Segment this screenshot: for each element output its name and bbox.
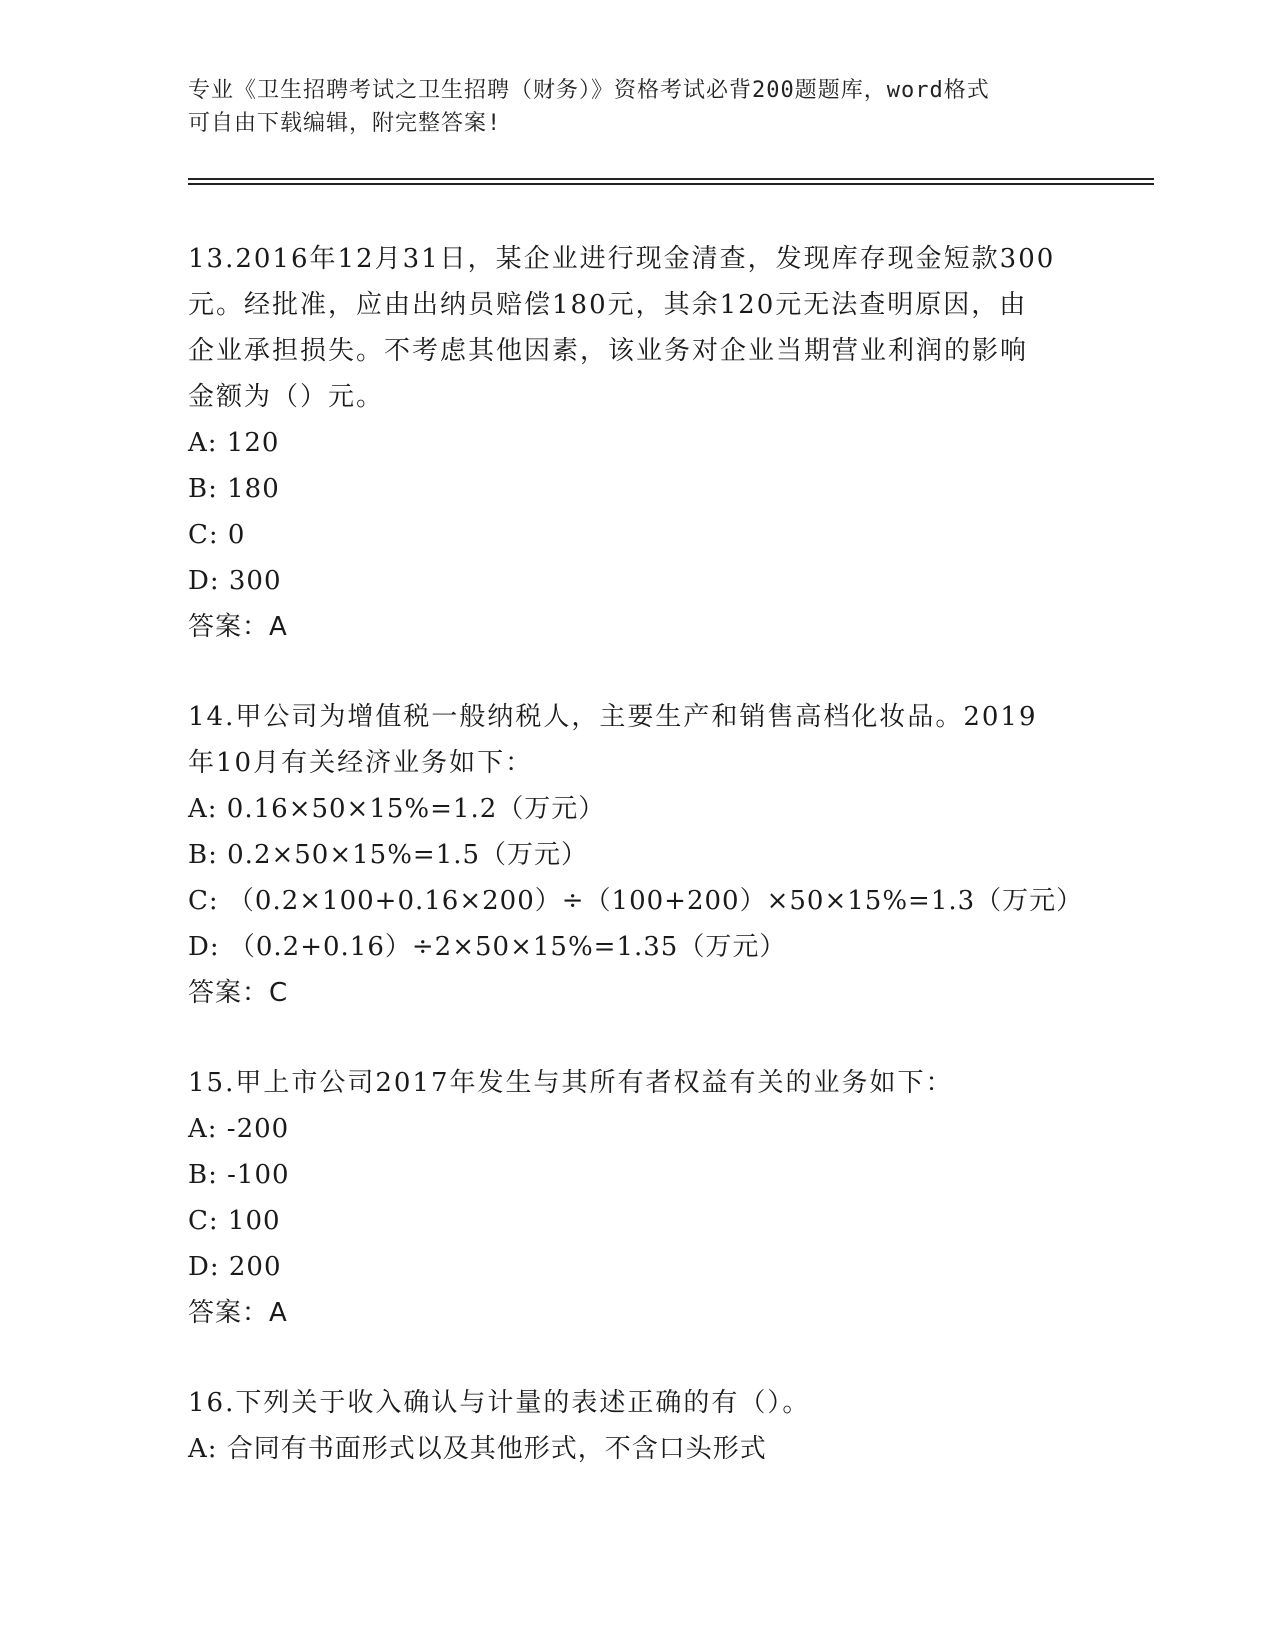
option-a: A: 合同有书面形式以及其他形式，不含口头形式 xyxy=(188,1434,767,1464)
header-line-2: 可自由下载编辑，附完整答案! xyxy=(188,111,502,136)
option-b: B: 180 xyxy=(188,474,280,504)
option-c: C: 0 xyxy=(188,520,246,550)
answer-label: 答案：C xyxy=(188,978,289,1008)
question-text-line: 15.甲上市公司2017年发生与其所有者权益有关的业务如下： xyxy=(188,1068,954,1098)
option-c: C: 100 xyxy=(188,1206,281,1236)
header-line-1: 专业《卫生招聘考试之卫生招聘（财务）》资格考试必背200题题库，word格式 xyxy=(188,78,990,103)
question-text-line: 14.甲公司为增值税一般纳税人，主要生产和销售高档化妆品。2019 xyxy=(188,702,1038,732)
document-header xyxy=(188,74,1068,140)
option-b: B: -100 xyxy=(188,1160,290,1190)
option-d: D: 300 xyxy=(188,566,282,596)
question-text-line: 年10月有关经济业务如下： xyxy=(188,748,534,778)
question-text-line: 金额为（）元。 xyxy=(188,382,385,412)
question-text-line: 企业承担损失。不考虑其他因素，该业务对企业当期营业利润的影响 xyxy=(188,336,1029,366)
answer-label: 答案：A xyxy=(188,1298,288,1328)
question-13 xyxy=(188,236,1088,650)
header-divider-top xyxy=(188,178,1154,180)
option-c: C: （0.2×100+0.16×200）÷（100+200）×50×15%=1.3（万元） xyxy=(188,886,1084,916)
header-divider-bottom xyxy=(188,183,1154,185)
option-a: A: -200 xyxy=(188,1114,290,1144)
option-d: D: 200 xyxy=(188,1252,282,1282)
option-d: D: （0.2+0.16）÷2×50×15%=1.35（万元） xyxy=(188,932,787,962)
question-text-line: 13.2016年12月31日，某企业进行现金清查，发现库存现金短款300 xyxy=(188,244,1056,274)
question-text-line: 16.下列关于收入确认与计量的表述正确的有（）。 xyxy=(188,1388,811,1418)
question-16 xyxy=(188,1380,1088,1472)
question-list xyxy=(188,236,1088,1472)
option-a: A: 120 xyxy=(188,428,280,458)
answer-label: 答案：A xyxy=(188,612,288,642)
question-14 xyxy=(188,694,1088,1016)
question-15 xyxy=(188,1060,1088,1336)
option-a: A: 0.16×50×15%=1.2（万元） xyxy=(188,794,606,824)
option-b: B: 0.2×50×15%=1.5（万元） xyxy=(188,840,589,870)
question-text-line: 元。经批准，应由出纳员赔偿180元，其余120元无法查明原因，由 xyxy=(188,290,1028,320)
